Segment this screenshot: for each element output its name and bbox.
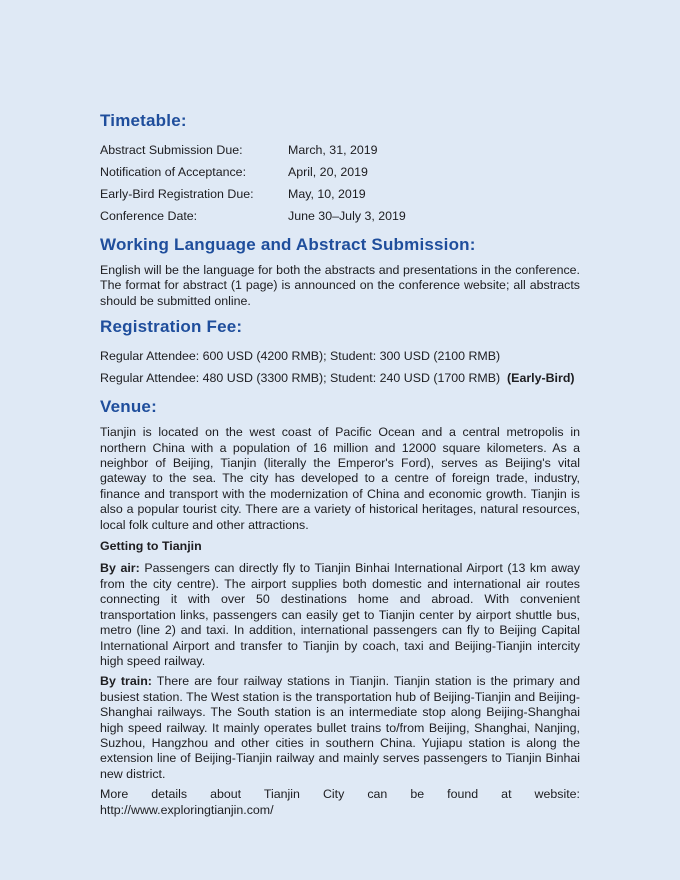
more-details-line [100,787,580,818]
timetable-heading: Timetable: [100,111,187,130]
timetable-row-label: Conference Date: [100,209,198,223]
registration-fee-heading: Registration Fee: [100,317,243,337]
fee-line-early-bird [100,367,580,389]
timetable-row [100,205,580,227]
working-language-heading: Working Language and Abstract Submission: [100,235,476,254]
timetable-row-value: May, 10, 2019 [288,187,366,201]
timetable-row [100,139,580,161]
timetable-row-label: Early-Bird Registration Due: [100,187,254,201]
by-train-label: By train: [100,674,152,689]
timetable-row [100,161,580,183]
timetable-row-label: Notification of Acceptance: [100,165,247,179]
timetable [100,139,580,227]
by-train-text: There are four railway stations in Tianjin. Tianjin station is the primary and busiest station. The West station is the transportation hub of Beijing-Tianjin and Beijing-Shanghai railways. The South station is an intermediate stop along Beijing-Shanghai high speed railway. It mainly operates bullet trains to/from Beijing, Shanghai, Nanjing, Suzhou, Hangzhou and other cities in southern China. Yujiapu station is along the extension line of Beijing-Tianjin railway and mainly serves passengers to Tianjin Binhai new district. [100,674,580,781]
working-language-paragraph: English will be the language for both the abstracts and presentations in the conference. The format for abstract (1 page) is announced on the conference website; all abstracts should be submitted online. [100,263,580,308]
fee-line-bold-suffix: (Early-Bird) [507,371,575,386]
timetable-row [100,183,580,205]
venue-heading: Venue: [100,397,157,417]
venue-paragraph: Tianjin is located on the west coast of Pacific Ocean and a central metropolis in northern China with a population of 16 million and 12000 square kilometers. As a neighbor of Beijing, Tianjin (literally the Emperor's Ford), serves as Beijing's vital gateway to the sea. The city has developed to a centre of foreign trade, industry, finance and transport with the modernization of China and economic growth. Tianjin is also a popular tourist city. There are a variety of historical heritages, natural resources, local folk culture and other attractions. [100,425,580,532]
more-details-text: More details about Tianjin City can be found at website: [100,787,580,802]
fee-line-text: Regular Attendee: 480 USD (3300 RMB); Student: 240 USD (1700 RMB) [100,371,501,386]
tianjin-website-url[interactable]: http://www.exploringtianjin.com/ [100,802,274,817]
timetable-row-value: June 30–July 3, 2019 [288,209,406,223]
timetable-row-label: Abstract Submission Due: [100,143,243,157]
by-train-paragraph [100,674,580,782]
getting-to-tianjin-subheading: Getting to Tianjin [100,539,202,554]
fee-line-regular [100,345,580,367]
by-air-text: Passengers can directly fly to Tianjin Binhai International Airport (13 km away from the city centre). The airport supplies both domestic and international air routes connecting it with over 50 destinations home and abroad. With convenient transportation links, passengers can easily get to Tianjin center by airport shuttle bus, metro (line 2) and taxi. In addition, international passengers can fly to Beijing Capital International Airport and transfer to Tianjin by coach, taxi and Beijing-Tianjin intercity high speed railway. [100,561,580,668]
by-air-label: By air: [100,561,140,576]
timetable-row-value: March, 31, 2019 [288,143,378,157]
by-air-paragraph [100,561,580,669]
fee-line-text: Regular Attendee: 600 USD (4200 RMB); Student: 300 USD (2100 RMB) [100,349,501,364]
timetable-row-value: April, 20, 2019 [288,165,368,179]
